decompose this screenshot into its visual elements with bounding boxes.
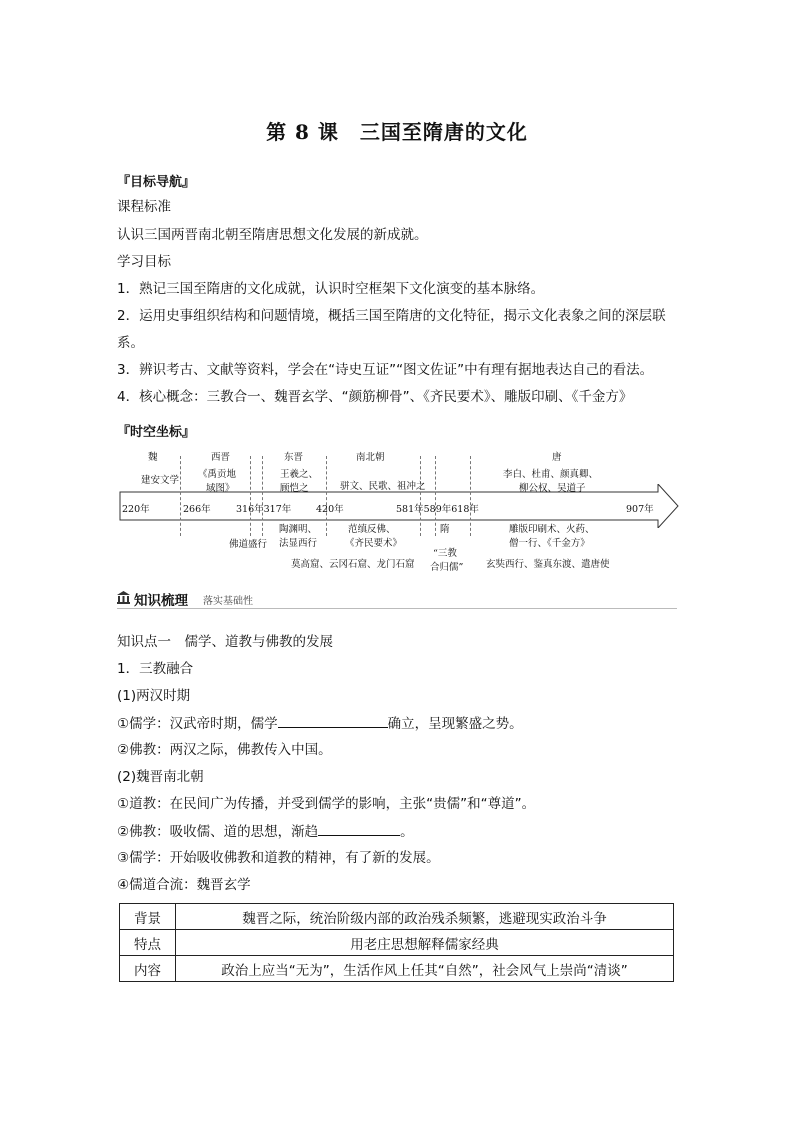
timeline-event: 域图》: [206, 483, 235, 494]
timeline-event: 王羲之、: [280, 469, 319, 480]
timeline-event: 玄奘西行、鉴真东渡、遣唐使: [486, 559, 610, 570]
timeline-event: 莫高窟、云冈石窟、龙门石窟: [291, 559, 415, 570]
table-row: [120, 930, 674, 956]
text-line: ①道教：在民间广为传播，并受到儒学的影响，主张“贵儒”和“尊道”。: [117, 796, 536, 812]
timeline-dynasty: 南北朝: [356, 452, 385, 463]
timeline-divider: [250, 456, 251, 536]
building-icon: [117, 591, 130, 604]
table-cell: 政治上应当“无为”，生活作风上任其“自然”，社会风气上崇尚“清谈”: [176, 956, 674, 982]
section-heading-nav: 『目标导航』: [117, 175, 196, 190]
fill-line-text: 确立，呈现繁盛之势。: [387, 716, 523, 732]
goal-item: 系。: [117, 335, 144, 351]
timeline-year: 316年317年: [236, 504, 292, 515]
text-line: ④儒道合流：魏晋玄学: [117, 877, 251, 893]
item-heading: 1．三教融合: [117, 661, 194, 677]
subheading: (1)两汉时期: [117, 688, 191, 704]
timeline-event: 合归儒”: [430, 562, 464, 573]
table-header-cell: 内容: [120, 956, 176, 982]
goal-item: 2．运用史事组织结构和问题情境，概括三国至隋唐的文化特征，揭示文化表象之间的深层联: [117, 308, 666, 324]
timeline-dynasty: 唐: [552, 452, 562, 463]
timeline-divider: [180, 456, 181, 536]
timeline-event: 范缜反佛、: [348, 524, 396, 535]
answer-blank[interactable]: [318, 822, 400, 836]
timeline-dynasty: 西晋: [211, 452, 231, 463]
timeline-dynasty: 魏: [148, 452, 158, 463]
timeline-event: 法显西行: [279, 538, 318, 549]
table-header-cell: 背景: [120, 904, 176, 930]
knowledge-bar: [117, 588, 677, 609]
fill-line-text: 。: [400, 824, 414, 840]
curriculum-label: 课程标准: [117, 199, 171, 215]
timeline-event: “三教: [433, 548, 457, 559]
fill-line: [117, 822, 414, 841]
answer-blank[interactable]: [278, 714, 388, 728]
section-heading-timeline: 『时空坐标』: [117, 425, 196, 440]
timeline-year: 220年: [122, 504, 150, 515]
knowledge-bar-title: 知识梳理: [134, 593, 188, 609]
timeline-event: 骈文、民歌、祖冲之: [340, 481, 426, 492]
timeline-event: 隋: [440, 524, 450, 535]
goal-item: 1．熟记三国至隋唐的文化成就，认识时空框架下文化演变的基本脉络。: [117, 281, 545, 297]
timeline-divider: [326, 456, 327, 536]
curriculum-text: 认识三国两晋南北朝至隋唐思想文化发展的新成就。: [117, 227, 428, 243]
timeline-event: 僧一行、《千金方》: [509, 538, 590, 549]
table-row: [120, 904, 674, 930]
table-row: [120, 956, 674, 982]
timeline-event: 《齐民要术》: [345, 538, 403, 549]
timeline-divider: [420, 456, 421, 536]
table-cell: 用老庄思想解释儒家经典: [176, 930, 674, 956]
knowledge-point-title: 知识点一 儒学、道教与佛教的发展: [117, 634, 333, 650]
timeline-event: 李白、杜甫、颜真卿、: [503, 469, 599, 480]
knowledge-bar-subtitle: 落实基础性: [203, 596, 253, 607]
timeline-divider: [262, 456, 263, 536]
xuanxue-table: [119, 903, 674, 982]
timeline-event: 《禹贡地: [198, 469, 237, 480]
fill-line-text: ②佛教：吸收儒、道的思想，渐趋: [117, 824, 319, 840]
timeline-event: 佛道盛行: [229, 539, 268, 550]
timeline-year: 266年: [183, 504, 211, 515]
goals-label: 学习目标: [117, 254, 171, 270]
timeline-year: 907年: [626, 504, 654, 515]
timeline-event: 顾恺之: [280, 483, 309, 494]
text-line: ③儒学：开始吸收佛教和道教的精神，有了新的发展。: [117, 850, 440, 866]
timeline-event: 雕版印刷术、火药、: [509, 524, 595, 535]
goal-item: 3．辨识考古、文献等资料，学会在“诗史互证”“图文佐证”中有理有据地表达自己的看法。: [117, 362, 654, 378]
timeline-event: 建安文学: [141, 475, 180, 486]
text-line: ②佛教：两汉之际，佛教传入中国。: [117, 742, 332, 758]
table-header-cell: 特点: [120, 930, 176, 956]
timeline-year: 581年589年618年: [396, 504, 479, 515]
page-title: 第 8 课 三国至隋唐的文化: [266, 120, 528, 144]
fill-line-text: ①儒学：汉武帝时期，儒学: [117, 716, 278, 732]
timeline-divider: [435, 456, 436, 536]
timeline-dynasty: 东晋: [284, 452, 304, 463]
fill-line: [117, 714, 523, 733]
timeline-event: 柳公权、吴道子: [519, 483, 586, 494]
subheading: (2)魏晋南北朝: [117, 769, 204, 785]
timeline-event: 陶渊明、: [279, 524, 318, 535]
timeline-divider: [470, 456, 471, 536]
timeline-year: 420年: [316, 504, 344, 515]
table-cell: 魏晋之际，统治阶级内部的政治残杀频繁，逃避现实政治斗争: [176, 904, 674, 930]
goal-item: 4．核心概念：三教合一、魏晋玄学、“颜筋柳骨”、《齐民要术》、雕版印刷、《千金方》: [117, 389, 633, 405]
